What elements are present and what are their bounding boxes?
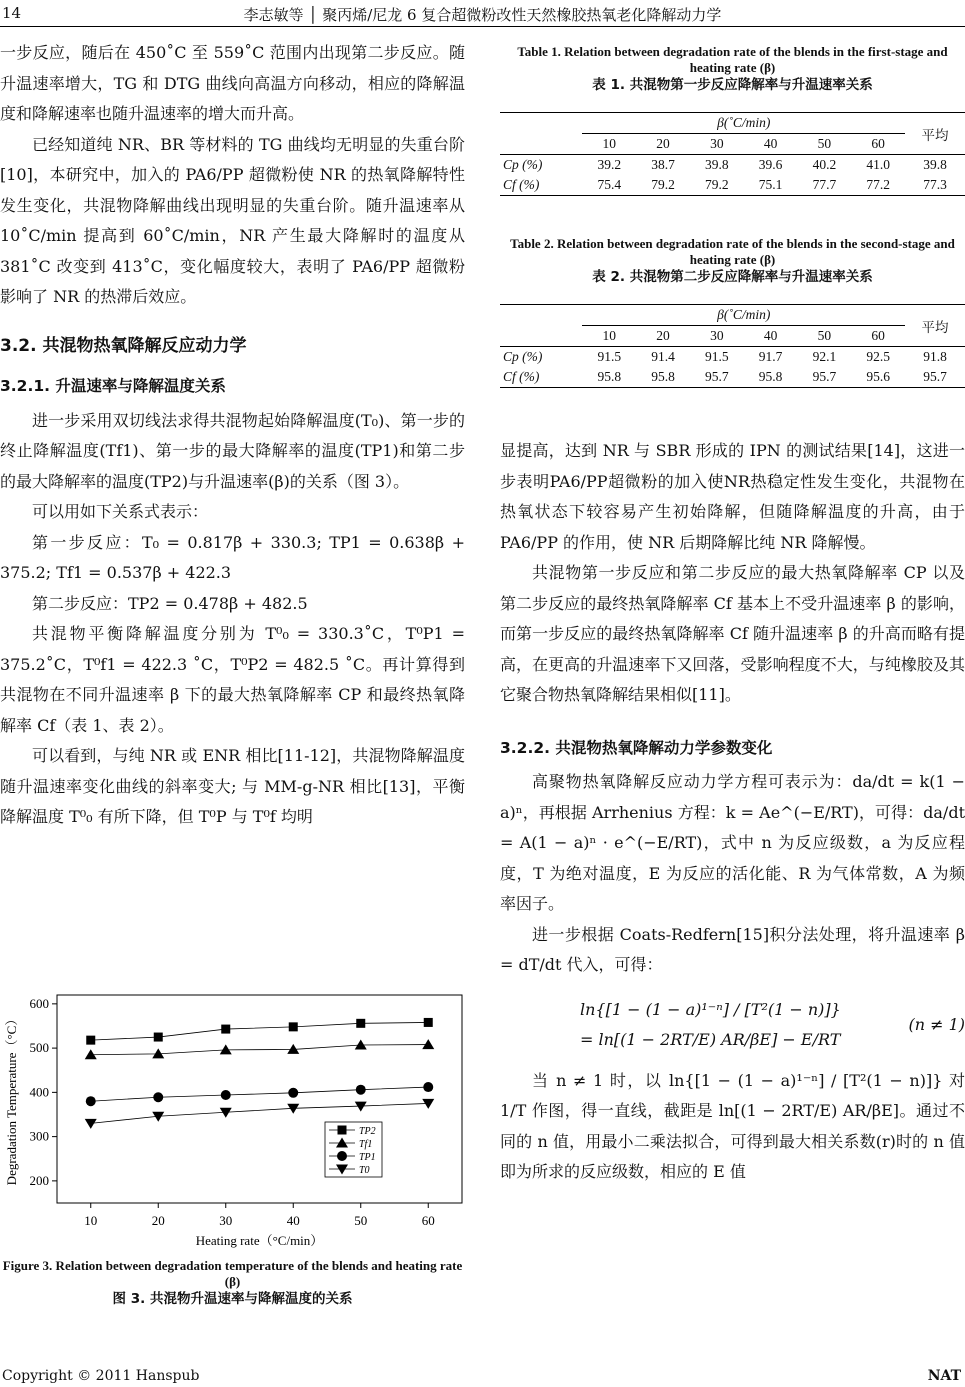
column-header: 60 [851, 134, 905, 155]
table-row [500, 367, 965, 388]
row-label: Cf (%) [503, 369, 540, 384]
table-cell: 77.2 [866, 177, 890, 192]
table-cell: 39.8 [705, 157, 729, 172]
y-tick-label: 200 [29, 1172, 49, 1188]
column-header: 10 [582, 326, 636, 347]
table-cell: 38.7 [651, 157, 675, 172]
journal-abbrev: NAT [927, 1368, 961, 1384]
data-point-TP2 [154, 1033, 163, 1042]
table-cell: 95.8 [597, 369, 622, 384]
paragraph: 可以看到，与纯 NR 或 ENR 相比[11-12]，共混物降解温度随升温速率变化曲线的斜率变大; 与 MM-g-NR 相比[13]，平衡降解温度 T⁰₀ 有所下降，但 T⁰P 与 T⁰f 均明 [0, 746, 465, 826]
series-line-T0 [91, 1103, 429, 1123]
column-header: 40 [744, 326, 798, 347]
series-line-TP2 [91, 1022, 429, 1040]
data-point-TP1 [221, 1090, 231, 1100]
running-header [0, 2, 965, 27]
running-title: 李志敏等 │ 聚丙烯/尼龙 6 复合超微粉改性天然橡胶热氧老化降解动力学 [243, 6, 722, 24]
table-1 [500, 112, 965, 196]
data-point-TP2 [289, 1022, 298, 1031]
column-header: 20 [636, 326, 690, 347]
data-point-TP2 [356, 1019, 365, 1028]
data-point-T0 [85, 1119, 97, 1129]
table-cell: 95.7 [705, 369, 729, 384]
legend-marker [337, 1151, 347, 1161]
table-cell: 79.2 [705, 177, 729, 192]
y-tick-label: 400 [29, 1084, 49, 1100]
column-header: 30 [690, 134, 744, 155]
data-point-Tf1 [422, 1039, 434, 1049]
data-point-TP2 [86, 1036, 95, 1045]
x-tick-label: 60 [421, 1213, 435, 1228]
figure-3-chart [0, 990, 470, 1252]
legend-marker [338, 1126, 347, 1135]
table-cell: 40.2 [812, 157, 837, 172]
series-line-TP1 [91, 1087, 429, 1101]
column-header: 30 [690, 326, 744, 347]
x-tick-label: 20 [151, 1213, 165, 1228]
equation-line: ln{[1 − (1 − a)¹⁻ⁿ] / [T²(1 − n)]} [580, 999, 841, 1019]
x-tick-label: 10 [84, 1213, 98, 1228]
table-cell: 39.2 [597, 157, 622, 172]
table-cell: 95.8 [651, 369, 675, 384]
legend-label: Tf1 [359, 1139, 373, 1150]
table-1-caption-en: Table 1. Relation between degradation rate of the blends in the first-stage and heating rate (β) [517, 44, 948, 75]
table-cell: 91.5 [705, 349, 729, 364]
copyright: Copyright © 2011 Hanspub [2, 1368, 200, 1384]
y-tick-label: 500 [29, 1040, 49, 1056]
paragraph: 可以用如下关系式表示： [32, 502, 209, 521]
table-row [500, 347, 965, 368]
x-tick-label: 50 [354, 1213, 368, 1228]
legend-label: TP1 [359, 1152, 376, 1163]
row-label: Cf (%) [503, 177, 540, 192]
right-column [500, 436, 965, 1188]
column-header: 10 [582, 134, 636, 155]
table-2-caption-en: Table 2. Relation between degradation rate of the blends in the second-stage and heating rate (β) [510, 236, 955, 267]
table-cell: 95.7 [923, 369, 947, 384]
row-label: Cp (%) [503, 157, 543, 172]
left-column [0, 38, 465, 833]
paragraph: 一步反应，随后在 450˚C 至 559˚C 范围内出现第二步反应。随升温速率增大，TG 和 DTG 曲线向高温方向移动，相应的降解温度和降解速率也随升温速率的增大而升高。 [0, 43, 465, 123]
figure-caption-en: Figure 3. Relation between degradation temperature of the blends and heating rate (β) [2, 1258, 463, 1289]
beta-header: β(˚C/min) [582, 113, 905, 134]
table-2-caption-cn: 表 2. 共混物第二步反应降解率与升温速率关系 [592, 269, 873, 285]
plot-frame [57, 995, 462, 1203]
subsection-heading: 3.2.1. 升温速率与降解温度关系 [0, 377, 226, 395]
data-point-Tf1 [220, 1044, 232, 1054]
table-cell: 91.7 [758, 349, 783, 364]
paragraph: 高聚物热氧降解反应动力学方程可表示为：da/dt = k(1 − a)ⁿ，再根据 Arrhenius 方程：k = Ae^(−E/RT)，可得：da/dt = A(1 − a)ⁿ · e^(−E/RT)，式中 n 为反应级数，a 为反应程度，T 为绝对温度，E 为反应的活化能、R 为气体常数，A 为频率因子。 [500, 772, 965, 913]
table-cell: 75.4 [597, 177, 622, 192]
data-point-TP1 [423, 1082, 433, 1092]
table-cell: 41.0 [866, 157, 890, 172]
column-header: 50 [798, 134, 852, 155]
x-axis-label: Heating rate（°C/min） [195, 1233, 324, 1248]
column-header: 50 [798, 326, 852, 347]
paragraph: 进一步根据 Coats-Redfern[15]积分法处理，将升温速率 β = dT/dt 代入，可得： [500, 924, 965, 974]
row-label: Cp (%) [503, 349, 543, 364]
table-cell: 75.1 [758, 177, 783, 192]
data-point-TP1 [356, 1085, 366, 1095]
equation-condition: (n ≠ 1) [908, 1014, 965, 1034]
data-point-Tf1 [85, 1049, 97, 1059]
data-point-Tf1 [355, 1040, 367, 1050]
table-cell: 91.5 [597, 349, 622, 364]
beta-header: β(˚C/min) [582, 305, 905, 326]
table-cell: 91.4 [651, 349, 675, 364]
table-cell: 92.5 [866, 349, 890, 364]
paragraph: 显提高，达到 NR 与 SBR 形成的 IPN 的测试结果[14]，这进一步表明PA6/PP超微粉的加入使NR热稳定性发生变化，共混物在热氧状态下较容易产生初始降解，但随降解温度的升高，由于 PA6/PP 的作用，使 NR 后期降解比纯 NR 降解慢。 [500, 441, 965, 552]
table-cell: 91.8 [923, 349, 947, 364]
average-header: 平均 [905, 305, 965, 347]
column-header: 40 [744, 134, 798, 155]
table-1-block [500, 44, 965, 196]
coats-redfern-equation [500, 995, 965, 1056]
column-header: 60 [851, 326, 905, 347]
paragraph: 进一步采用双切线法求得共混物起始降解温度(T₀)、第一步的终止降解温度(Tf1)、第一步的最大降解率的温度(TP1)和第二步的最大降解率的温度(TP2)与升温速率(β)的关系（图 3）。 [0, 410, 465, 491]
paragraph: 已经知道纯 NR、BR 等材料的 TG 曲线均无明显的失重台阶[10]，本研究中，加入的 PA6/PP 超微粉使 NR 的热氧降解特性发生变化，共混物降解曲线出现明显的失重台阶。随升温速率从 10˚C/min 提高到 60˚C/min，NR 产生最大降解时的温度从 381˚C 改变到 413˚C，变化幅度较大，表明了 PA6/PP 超微粉影响了 NR 的热滞后效应。 [0, 134, 465, 306]
equation-line: 第二步反应：TP2 = 0.478β + 482.5 [32, 593, 308, 613]
average-header: 平均 [905, 113, 965, 155]
data-point-TP1 [86, 1096, 96, 1106]
paragraph: 共混物第一步反应和第二步反应的最大热氧降解率 CP 以及第二步反应的最终热氧降解率 Cf 基本上不受升温速率 β 的影响，而第一步反应的最终热氧降解率 Cf 随升温速率 β 的升高而略有提高，在更高的升温速率下又回落，受影响程度不大，与纯橡胶及其它聚合物热氧降解结果相似[11]。 [500, 563, 965, 704]
table-cell: 77.7 [812, 177, 837, 192]
table-2 [500, 304, 965, 388]
paragraph: 共混物平衡降解温度分别为 T⁰₀ = 330.3˚C，T⁰P1 = 375.2˚C，T⁰f1 = 422.3 ˚C，T⁰P2 = 482.5 ˚C。再计算得到共混物在不同升温速率 β 下的最大热氧降解率 CP 和最终热氧降解率 Cf（表 1、表 2）。 [0, 624, 465, 735]
table-cell: 95.7 [812, 369, 837, 384]
data-point-TP2 [424, 1018, 433, 1027]
y-tick-label: 600 [29, 995, 49, 1011]
data-point-TP2 [221, 1025, 230, 1034]
table-cell: 39.6 [758, 157, 783, 172]
paragraph: 当 n ≠ 1 时，以 ln{[1 − (1 − a)¹⁻ⁿ] / [T²(1 − n)]} 对 1/T 作图，得一直线，截距是 ln[(1 − 2RT/E) AR/βE]。通过不同的 n 值，用最小二乘法拟合，可得到最大相关系数(r)时的 n 值即为所求的反应级数，相应的 E 值 [500, 1070, 965, 1181]
y-tick-label: 300 [29, 1128, 49, 1144]
equation-line: 第一步反应：T₀ = 0.817β + 330.3; TP1 = 0.638β + 375.2; Tf1 = 0.537β + 422.3 [0, 532, 465, 582]
legend-label: TP2 [359, 1126, 376, 1137]
y-axis-label: Degradation Temperature（°C） [4, 1012, 19, 1186]
table-cell: 39.8 [923, 157, 947, 172]
equation-line: = ln[(1 − 2RT/E) AR/βE] − E/RT [580, 1030, 841, 1049]
table-1-caption-cn: 表 1. 共混物第一步反应降解率与升温速率关系 [592, 77, 873, 93]
page-number: 14 [2, 4, 22, 22]
table-cell: 95.8 [758, 369, 783, 384]
table-2-block [500, 236, 965, 388]
x-tick-label: 30 [219, 1213, 233, 1228]
table-cell: 92.1 [812, 349, 837, 364]
section-heading: 3.2. 共混物热氧降解反应动力学 [0, 335, 247, 356]
data-point-TP1 [288, 1088, 298, 1098]
table-cell: 95.6 [866, 369, 890, 384]
figure-caption-cn: 图 3. 共混物升温速率与降解温度的关系 [112, 1291, 353, 1307]
legend-label: T0 [359, 1165, 370, 1176]
subsection-heading: 3.2.2. 共混物热氧降解动力学参数变化 [500, 738, 773, 757]
figure-caption [0, 1258, 465, 1308]
column-header: 20 [636, 134, 690, 155]
table-cell: 77.3 [923, 177, 947, 192]
series-line-Tf1 [91, 1045, 429, 1055]
table-row [500, 155, 965, 176]
table-cell: 79.2 [651, 177, 675, 192]
table-row [500, 175, 965, 196]
data-point-TP1 [153, 1092, 163, 1102]
x-tick-label: 40 [286, 1213, 300, 1228]
